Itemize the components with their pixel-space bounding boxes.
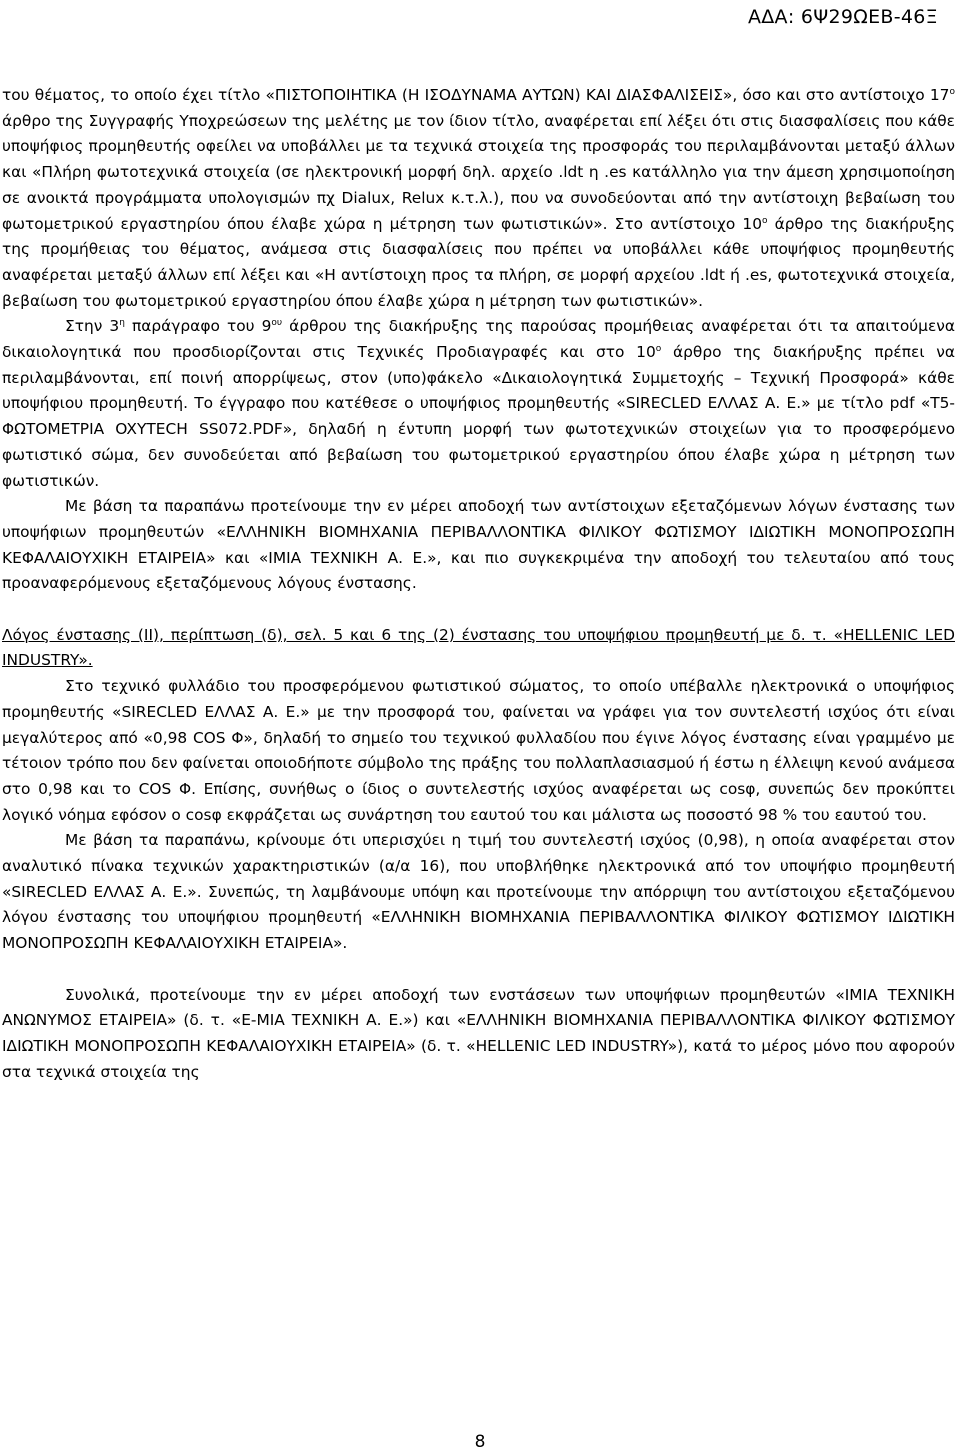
superscript: η xyxy=(119,318,125,329)
paragraph-5: Με βάση τα παραπάνω, κρίνουμε ότι υπερισχύει η τιμή του συντελεστή ισχύος (0,98), η οποία αναφέρεται στον αναλυτικό πίνακα τεχνικών χαρακτηριστικών (α/α 16), που υποβλήθηκε ηλεκτρονικά από τον υποψήφιο προμηθευτή «SIRECLED ΕΛΛΑΣ Α. Ε.». Συνεπώς, τη λαμβάνουμε υπόψη και προτείνουμε την απόρριψη του αντίστοιχου εξεταζόμενου λόγου ένστασης του υποψήφιου προμηθευτή «ΕΛΛΗΝΙΚΗ ΒΙΟΜΗΧΑΝΙΑ ΠΕΡΙΒΑΛΛΟΝΤΙΚΑ ΦΙΛΙΚΟΥ ΦΩΤΙΣΜΟΥ ΙΔΙΩΤΙΚΗ ΜΟΝΟΠΡΟΣΩΠΗ ΚΕΦΑΛΑΙΟΥΧΙΚΗ ΕΤΑΙΡΕΙΑ». xyxy=(2,831,955,953)
ada-header: ΑΔΑ: 6Ψ29ΩΕΒ-46Ξ xyxy=(747,6,938,28)
spacer xyxy=(2,957,955,983)
paragraph-1-text-c: άρθρο της διακήρυξης της προμήθειας του θέματος, ανάμεσα στις διασφαλίσεις που πρέπει να υποβάλλει κάθε υποψήφιος προμηθευτής αναφέρεται μεταξύ άλλων επί λέξει και «Η αντίστοιχη προς τα πλήρη, σε μορφή αρχείου .ldt ή .es, φωτοτεχνικά στοιχεία, βεβαίωση του φωτομετρικού εργαστηρίου όπου έλαβε χώρα η μέτρηση των φωτιστικών». xyxy=(2,214,956,310)
paragraph-2-text-a: Στην 3 xyxy=(65,317,120,336)
paragraph-4: Στο τεχνικό φυλλάδιο του προσφερόμενου φωτιστικού σώματος, το οποίο υπέβαλλε ηλεκτρονικά ο υποψήφιος προμηθευτής «SIRECLED ΕΛΛΑΣ Α. Ε.» με την προσφορά του, φαίνεται να γράφει για τον συντελεστή ισχύος ότι είναι μεγαλύτερος από «0,98 COS Φ», δηλαδή το σημείο του τεχνικού φυλλαδίου που έγινε λόγος ένστασης είναι γραμμένο με τέτοιον τρόπο που δεν φαίνεται οποιοδήποτε σύμβολο της πράξης του πολλαπλασιασμού ή έστω η έλλειψη κενού ανάμεσα στο 0,98 και το COS Φ. Επίσης, συνήθως ο ίδιος ο συντελεστής ισχύος αναφέρεται ως cosφ, συνεπώς δεν προκύπτει λογικό νόημα εφόσον ο cosφ εκφράζεται ως συνάρτηση του εαυτού του και μάλιστα ως ποσοστό 98 % του εαυτού του. xyxy=(2,677,955,824)
paragraph-1-text-a: του θέματος, το οποίο έχει τίτλο «ΠΙΣΤΟΠΟΙΗΤΙΚΑ (Η ΙΣΟΔΥΝΑΜΑ ΑΥΤΩΝ) ΚΑΙ ΔΙΑΣΦΑΛΙΣΕΙΣ», όσο και στο αντίστοιχο 17 xyxy=(2,86,950,104)
superscript: ο xyxy=(949,86,955,97)
paragraph-2-text-d: άρθρο της διακήρυξης πρέπει να περιλαμβάνονται, επί ποινή απορρίψεως, στον (υπο)φάκελο «Δικαιολογητικά Συμμετοχής – Τεχνική Προσφορά» κάθε υποψήφιου προμηθευτή. Το έγγραφο που κατέθεσε ο υποψήφιος προμηθευτής «SIRECLED ΕΛΛΑΣ Α. Ε.» με τίτλο pdf «Τ5-ΦΩΤΟΜΕΤΡΙΑ OXYTECH SS072.PDF», δηλαδή η έντυπη μορφή των φωτοτεχνικών στοιχείων για το προσφερόμενο φωτιστικό σώμα, δεν συνοδεύεται από βεβαίωση του φωτομετρικού εργαστηρίου όπου έλαβε χώρα η μέτρηση των φωτιστικών. xyxy=(2,343,956,490)
paragraph-2-text-c: άρθρου της διακήρυξης της παρούσας προμήθειας αναφέρεται ότι τα απαιτούμενα δικαιολογητικά που προσδιορίζονται στις Τεχνικές Προδιαγραφές και στο 10 xyxy=(2,317,956,362)
paragraph-6: Συνολικά, προτείνουμε την εν μέρει αποδοχή των ενστάσεων των υποψήφιων προμηθευτών «ΙΜΙΑ ΤΕΧΝΙΚΗ ΑΝΩΝΥΜΟΣ ΕΤΑΙΡΕΙΑ» (δ. τ. «Ε-ΜΙΑ ΤΕΧΝΙΚΗ Α. Ε.») και «ΕΛΛΗΝΙΚΗ ΒΙΟΜΗΧΑΝΙΑ ΠΕΡΙΒΑΛΛΟΝΤΙΚΑ ΦΙΛΙΚΟΥ ΦΩΤΙΣΜΟΥ ΙΔΙΩΤΙΚΗ ΜΟΝΟΠΡΟΣΩΠΗ ΚΕΦΑΛΑΙΟΥΧΙΚΗ ΕΤΑΙΡΕΙΑ» (δ. τ. «HELLENIC LED INDUSTRY»), κατά το μέρος μόνο που αφορούν στα τεχνικά στοιχεία της xyxy=(2,985,955,1081)
page-number: 8 xyxy=(474,1432,486,1452)
paragraph-3: Με βάση τα παραπάνω προτείνουμε την εν μέρει αποδοχή των αντίστοιχων εξεταζόμενων λόγων ένστασης των υποψήφιων προμηθευτών «ΕΛΛΗΝΙΚΗ ΒΙΟΜΗΧΑΝΙΑ ΠΕΡΙΒΑΛΛΟΝΤΙΚΑ ΦΙΛΙΚΟΥ ΦΩΤΙΣΜΟΥ ΙΔΙΩΤΙΚΗ ΜΟΝΟΠΡΟΣΩΠΗ ΚΕΦΑΛΑΙΟΥΧΙΚΗ ΕΤΑΙΡΕΙΑ» και «ΙΜΙΑ ΤΕΧΝΙΚΗ Α. Ε.», και πιο συγκεκριμένα την αποδοχή του τελευταίου από τους προαναφερόμενους εξεταζόμενους λόγους ένστασης. xyxy=(2,497,955,593)
paragraph-1 xyxy=(2,83,955,314)
section-heading xyxy=(2,623,955,674)
superscript: ο xyxy=(655,343,662,354)
section-heading-text: Λόγος ένστασης (ΙΙ), περίπτωση (δ), σελ. 5 και 6 της (2) ένστασης του υποψήφιου προμηθευτή με δ. τ. «HELLENIC LED INDUSTRY». xyxy=(2,625,955,670)
superscript: ο xyxy=(762,215,768,226)
superscript: ου xyxy=(271,318,283,329)
spacer xyxy=(2,597,955,623)
document-body xyxy=(2,83,955,1085)
paragraph-2-text-b: παράγραφο του 9 xyxy=(124,317,272,336)
paragraph-2 xyxy=(2,314,955,494)
paragraph-1-text-b: άρθρο της Συγγραφής Υποχρεώσεων της μελέτης με τον ίδιον τίτλο, αναφέρεται επί λέξει ότι στις διασφαλίσεις που κάθε υποψήφιος προμηθευτής οφείλει να υποβάλλει με τα τεχνικά στοιχεία της προσφοράς του περιλαμβάνονται μεταξύ άλλων και «Πλήρη φωτοτεχνικά στοιχεία (σε ηλεκτρονική μορφή δηλ. αρχείο .ldt η .es κατάλληλο για την άμεση χρησιμοποίηση σε ανοικτά προγράμματα υπολογισμών πχ Dialux, Relux κ.τ.λ.), που να συνοδεύονται από την αντίστοιχη βεβαίωση του φωτομετρικού εργαστηρίου όπου έλαβε χώρα η μέτρηση των φωτιστικών». Στο αντίστοιχο 10 xyxy=(2,111,955,233)
